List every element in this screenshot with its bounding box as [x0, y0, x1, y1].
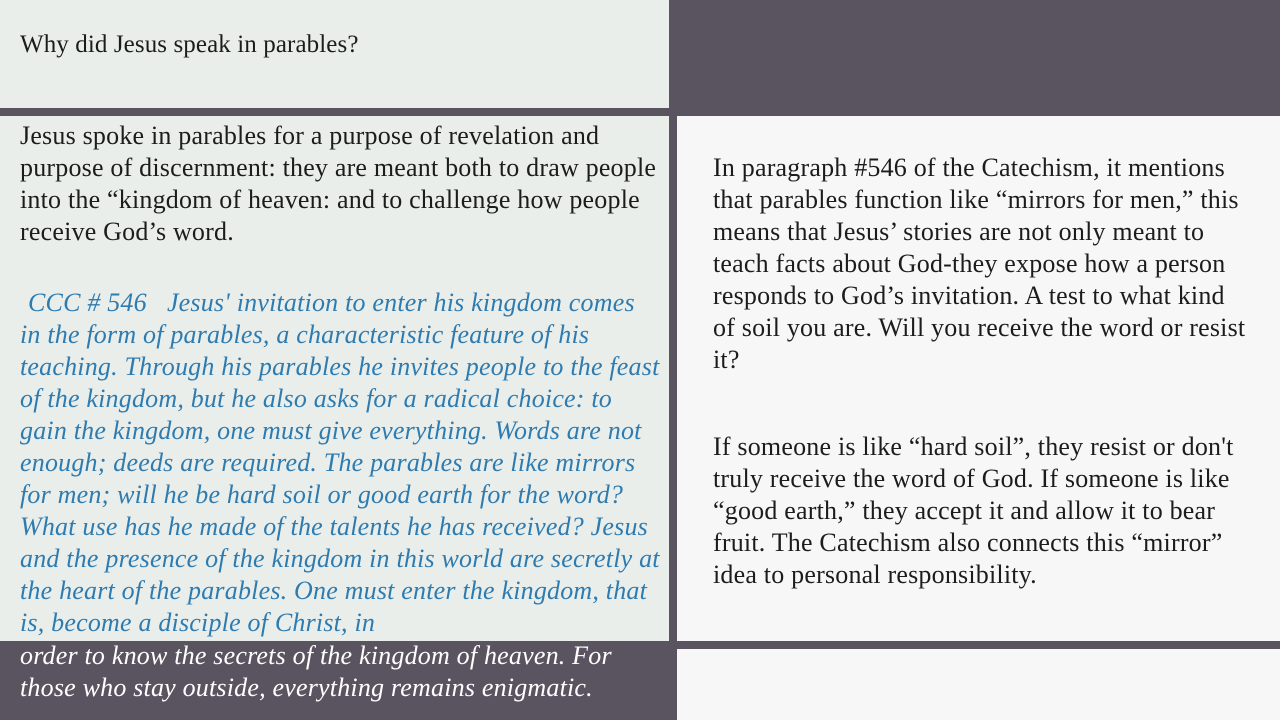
- quote-continuation: order to know the secrets of the kingdom of heaven. For those who stay outside, everything remains enigmatic.: [20, 641, 612, 702]
- bottom-right-panel: [677, 649, 1280, 720]
- slide-title: Why did Jesus speak in parables?: [20, 31, 359, 58]
- soil-explanation-paragraph: If someone is like “hard soil”, they resist or don't truly receive the word of God. If someone is like “good earth,” they accept it and allow it to bear fruit. The Catechism also connects this “mirror” idea to personal responsibility.: [713, 432, 1234, 589]
- answer-paragraph: Jesus spoke in parables for a purpose of revelation and purpose of discernment: they are meant both to draw people into the “kingdom of heaven: and to challenge how people receive God’s word.: [20, 121, 657, 246]
- mirror-explanation-paragraph: In paragraph #546 of the Catechism, it mentions that parables function like “mirrors for men,” this means that Jesus’ stories are not only meant to teach facts about God-they expose how a person responds to God’s invitation. A test to what kind of soil you are. Will you receive the word or resist it?: [713, 153, 1246, 374]
- title-panel: [0, 0, 669, 108]
- quote-reference: CCC # 546: [28, 288, 147, 317]
- catechism-quote: [20, 287, 660, 639]
- quote-body: Jesus' invitation to enter his kingdom comes in the form of parables, a characteristic feature of his teaching. Through his parables he invites people to the feast of the kingdom, but he also asks for a radical choice: to gain the kingdom, one must give everything. Words are not enough; deeds are required. The parables are like mirrors for men; will he be hard soil or good earth for the word? What use has he made of the talents he has received? Jesus and the presence of the kingdom in this world are secretly at the heart of the parables. One must enter the kingdom, that is, become a disciple of Christ, in: [20, 288, 660, 637]
